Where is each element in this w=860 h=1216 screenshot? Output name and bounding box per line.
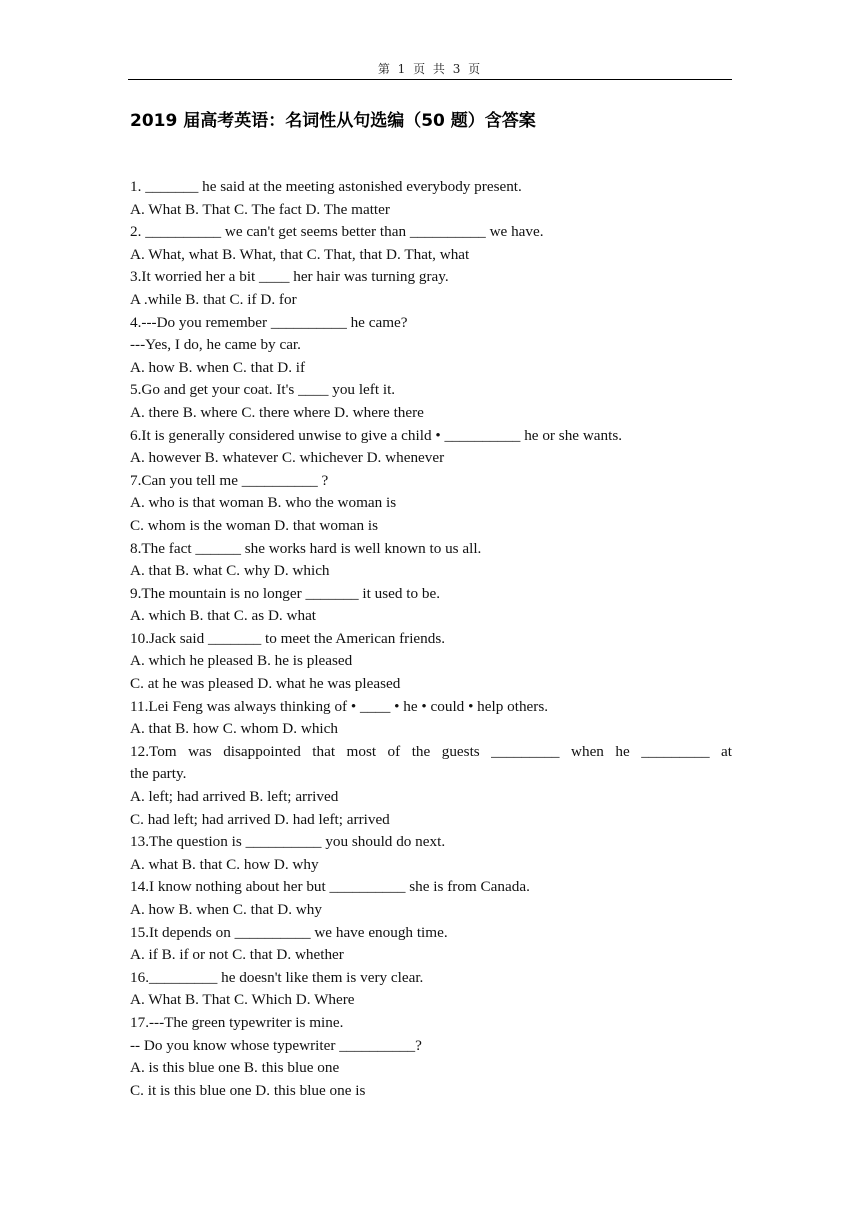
text-line: 17.---The green typewriter is mine. xyxy=(130,1013,344,1031)
text-line: C. whom is the woman D. that woman is xyxy=(130,516,379,534)
document-title: 2019 届高考英语：名词性从句选编（50 题）含答案 xyxy=(130,111,536,131)
text-line: A. What, what B. What, that C. That, that D. That, what xyxy=(130,245,470,263)
text-line: -- Do you know whose typewriter __________? xyxy=(130,1036,422,1054)
text-line: A. which he pleased B. he is pleased xyxy=(130,652,353,670)
header-divider xyxy=(128,79,732,80)
text-line: 5.Go and get your coat. It's ____ you left it. xyxy=(130,381,396,399)
text-line: A. how B. when C. that D. if xyxy=(130,358,306,376)
text-line: 15.It depends on __________ we have enough time. xyxy=(130,923,448,941)
text-line: C. it is this blue one D. this blue one is xyxy=(130,1081,366,1099)
text-line: C. had left; had arrived D. had left; arrived xyxy=(130,810,390,828)
text-line: A .while B. that C. if D. for xyxy=(130,290,297,308)
text-line: 14.I know nothing about her but __________ she is from Canada. xyxy=(130,878,530,896)
text-line: 13.The question is __________ you should do next. xyxy=(130,833,446,851)
text-line: A. who is that woman B. who the woman is xyxy=(130,494,397,512)
text-line: A. What B. That C. Which D. Where xyxy=(130,991,355,1009)
text-line: C. at he was pleased D. what he was pleased xyxy=(130,675,401,693)
text-line: A. there B. where C. there where D. where there xyxy=(130,403,424,421)
text-line: 3.It worried her a bit ____ her hair was turning gray. xyxy=(130,268,449,286)
text-line: 16._________ he doesn't like them is very clear. xyxy=(130,968,424,986)
text-line: 8.The fact ______ she works hard is well known to us all. xyxy=(130,539,482,557)
text-line: A. what B. that C. how D. why xyxy=(130,855,319,873)
text-line: A. that B. what C. why D. which xyxy=(130,562,330,580)
text-line: 7.Can you tell me __________ ? xyxy=(130,471,329,489)
page-number-header: 第 1 页 共 3 页 xyxy=(377,62,483,76)
text-line: ---Yes, I do, he came by car. xyxy=(130,336,301,354)
question-list xyxy=(130,176,732,1102)
text-line: 9.The mountain is no longer _______ it used to be. xyxy=(130,584,441,602)
text-line: A. however B. whatever C. whichever D. whenever xyxy=(130,449,445,467)
text-line: the party. xyxy=(130,765,187,783)
text-line: A. which B. that C. as D. what xyxy=(130,607,317,625)
text-line: 4.---Do you remember __________ he came? xyxy=(130,313,408,331)
text-line: A. is this blue one B. this blue one xyxy=(130,1059,340,1077)
text-line: 2. __________ we can't get seems better than __________ we have. xyxy=(130,223,544,241)
text-line: 1. _______ he said at the meeting astonished everybody present. xyxy=(130,178,522,195)
text-line: 10.Jack said _______ to meet the American friends. xyxy=(130,629,446,647)
text-line: A. What B. That C. The fact D. The matter xyxy=(130,200,390,218)
text-line: A. how B. when C. that D. why xyxy=(130,901,322,918)
text-line: A. that B. how C. whom D. which xyxy=(130,720,338,738)
text-line: A. if B. if or not C. that D. whether xyxy=(130,946,344,964)
text-line: 12.Tom was disappointed that most of the guests _________ when he _________ at xyxy=(130,742,732,760)
text-line: A. left; had arrived B. left; arrived xyxy=(130,788,339,806)
text-line: 11.Lei Feng was always thinking of • ____ • he • could • help others. xyxy=(130,697,549,715)
text-line: 6.It is generally considered unwise to give a child • __________ he or she wants. xyxy=(130,426,623,444)
